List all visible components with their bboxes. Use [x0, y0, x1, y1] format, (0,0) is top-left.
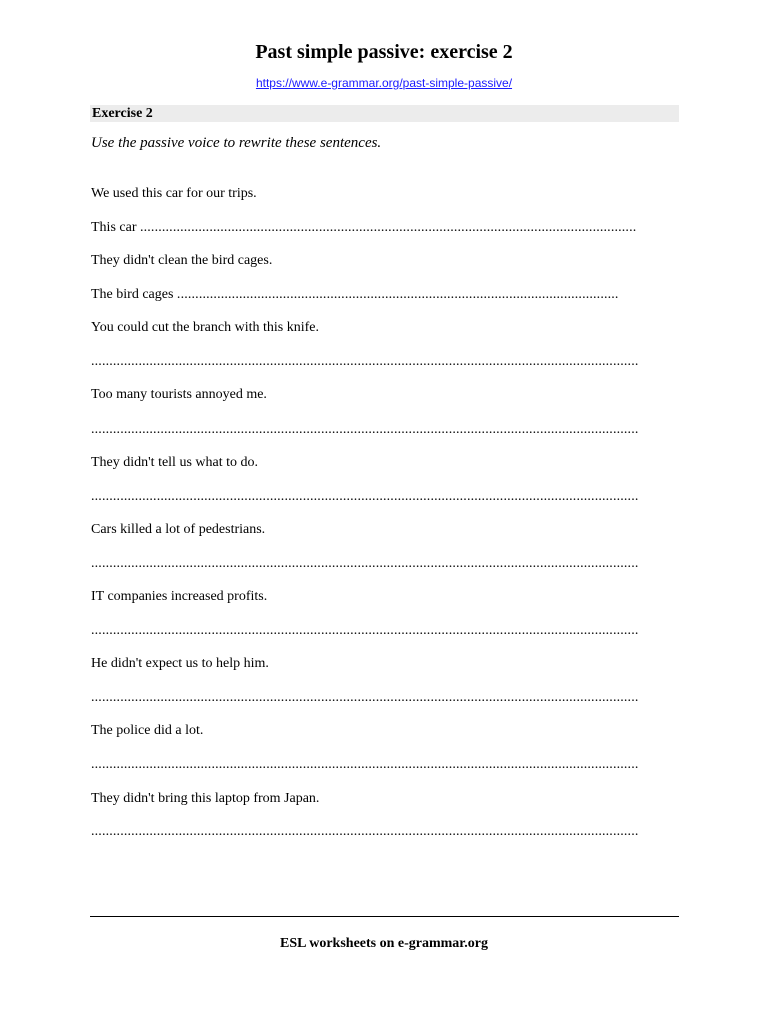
answer-dots: ...................................................................................................................................................... [91, 824, 639, 839]
exercise-sentence: You could cut the branch with this knife. [91, 320, 319, 335]
exercise-sentence: Too many tourists annoyed me. [91, 387, 267, 402]
answer-line[interactable] [91, 689, 679, 707]
answer-line[interactable] [91, 353, 679, 371]
answer-dots: ...................................................................................................................................................... [91, 354, 639, 369]
answer-prefix: The bird cages [91, 287, 174, 302]
answer-line[interactable] [91, 421, 679, 439]
source-link[interactable]: https://www.e-grammar.org/past-simple-passive/ [255, 76, 513, 90]
answer-dots: ...................................................................................................................................................... [91, 690, 639, 705]
footer-text: ESL worksheets on e-grammar.org [280, 936, 488, 951]
answer-line[interactable] [91, 622, 679, 640]
exercise-sentence: IT companies increased profits. [91, 589, 268, 604]
exercise-header-bar [90, 105, 679, 122]
answer-line[interactable] [91, 286, 679, 304]
answer-line[interactable] [91, 823, 679, 841]
exercise-sentence: The police did a lot. [91, 723, 204, 738]
answer-dots: ........................................................................................................................................ [139, 220, 637, 235]
answer-dots: ...................................................................................................................................................... [91, 623, 639, 638]
exercise-sentence: They didn't clean the bird cages. [91, 253, 273, 268]
answer-dots: ...................................................................................................................................................... [91, 757, 639, 772]
exercise-instruction: Use the passive voice to rewrite these sentences. [91, 135, 382, 151]
answer-line[interactable] [91, 219, 679, 237]
exercise-sentence: He didn't expect us to help him. [91, 656, 269, 671]
page-title: Past simple passive: exercise 2 [255, 41, 513, 63]
exercise-label: Exercise 2 [92, 106, 153, 121]
answer-dots: ...................................................................................................................................................... [91, 489, 639, 504]
answer-prefix: This car [91, 220, 137, 235]
answer-line[interactable] [91, 555, 679, 573]
answer-dots: ...................................................................................................................................................... [91, 556, 639, 571]
exercise-sentence: They didn't tell us what to do. [91, 455, 259, 470]
footer-divider [90, 916, 679, 917]
answer-dots: ......................................................................................................................... [176, 287, 619, 302]
answer-line[interactable] [91, 756, 679, 774]
answer-dots: ...................................................................................................................................................... [91, 422, 639, 437]
exercise-sentence: Cars killed a lot of pedestrians. [91, 522, 266, 537]
exercise-sentence: They didn't bring this laptop from Japan. [91, 791, 320, 806]
exercise-sentence: We used this car for our trips. [91, 186, 257, 201]
answer-line[interactable] [91, 488, 679, 506]
